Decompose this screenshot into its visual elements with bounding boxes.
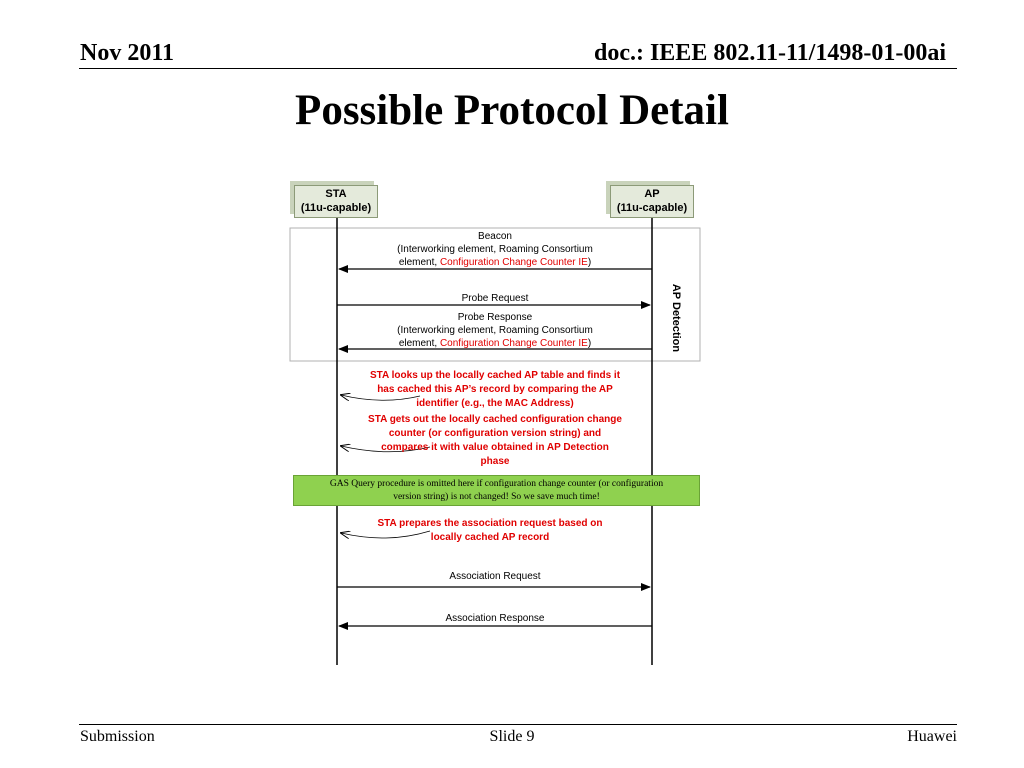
probe-response-config-counter-ie: Configuration Change Counter IE bbox=[439, 338, 588, 349]
beacon-detail-line3 bbox=[340, 256, 650, 269]
association-response-label: Association Response bbox=[445, 613, 545, 624]
slide-title: Possible Protocol Detail bbox=[295, 87, 729, 134]
beacon-label bbox=[340, 230, 650, 269]
beacon-title: Beacon bbox=[478, 231, 512, 242]
beacon-detail-prefix: element, bbox=[398, 257, 440, 268]
note-config-line3: compares it with value obtained in AP Detection bbox=[381, 442, 609, 453]
beacon-detail-suffix: ) bbox=[587, 257, 592, 268]
header-date: Nov 2011 bbox=[80, 40, 175, 66]
probe-response-label bbox=[340, 311, 650, 350]
sta-entity-box bbox=[294, 185, 378, 218]
ap-capability: (11u-capable) bbox=[616, 202, 688, 214]
probe-response-detail-suffix: ) bbox=[587, 338, 592, 349]
beacon-detail: (Interworking element, Roaming Consortium bbox=[397, 244, 593, 255]
footer-submission: Submission bbox=[80, 728, 155, 745]
footer-company: Huawei bbox=[907, 728, 957, 745]
probe-response-detail-prefix: element, bbox=[398, 338, 440, 349]
gas-query-omitted-box bbox=[293, 475, 700, 506]
association-request-label: Association Request bbox=[449, 571, 541, 582]
note-assoc-line2: locally cached AP record bbox=[430, 532, 550, 543]
gas-box-line2: version string) is not changed! So we save much time! bbox=[393, 492, 600, 502]
beacon-config-counter-ie: Configuration Change Counter IE bbox=[439, 257, 588, 268]
note-ap-lookup-line1: STA looks up the locally cached AP table and finds it bbox=[369, 370, 621, 381]
ap-entity-box bbox=[610, 185, 694, 218]
note-config-compare bbox=[345, 413, 645, 469]
ap-name: AP bbox=[644, 188, 660, 200]
note-ap-lookup-line2: has cached this AP’s record by comparing the AP bbox=[377, 384, 613, 395]
probe-request-label: Probe Request bbox=[461, 293, 529, 304]
header-doc-id: doc.: IEEE 802.11-11/1498-01-00ai bbox=[593, 40, 946, 66]
footer-divider bbox=[79, 724, 957, 725]
sta-name: STA bbox=[325, 188, 347, 200]
probe-response-title: Probe Response bbox=[457, 312, 533, 323]
note-config-line4: phase bbox=[480, 456, 510, 467]
probe-response-detail-line3 bbox=[340, 337, 650, 350]
note-ap-lookup-line3: identifier (e.g., the MAC Address) bbox=[416, 398, 574, 409]
probe-response-detail: (Interworking element, Roaming Consortium bbox=[397, 325, 593, 336]
footer-slide-number: Slide 9 bbox=[489, 728, 535, 745]
ap-detection-label: AP Detection bbox=[670, 283, 682, 353]
note-ap-lookup bbox=[345, 369, 645, 411]
note-config-line2: counter (or configuration version string) and bbox=[388, 428, 602, 439]
note-association-prep bbox=[345, 517, 635, 545]
note-config-line1: STA gets out the locally cached configuration change bbox=[368, 414, 622, 425]
gas-box-line1: GAS Query procedure is omitted here if configuration change counter (or configuration bbox=[329, 479, 664, 489]
note-assoc-line1: STA prepares the association request based on bbox=[377, 518, 603, 529]
sta-capability: (11u-capable) bbox=[300, 202, 372, 214]
